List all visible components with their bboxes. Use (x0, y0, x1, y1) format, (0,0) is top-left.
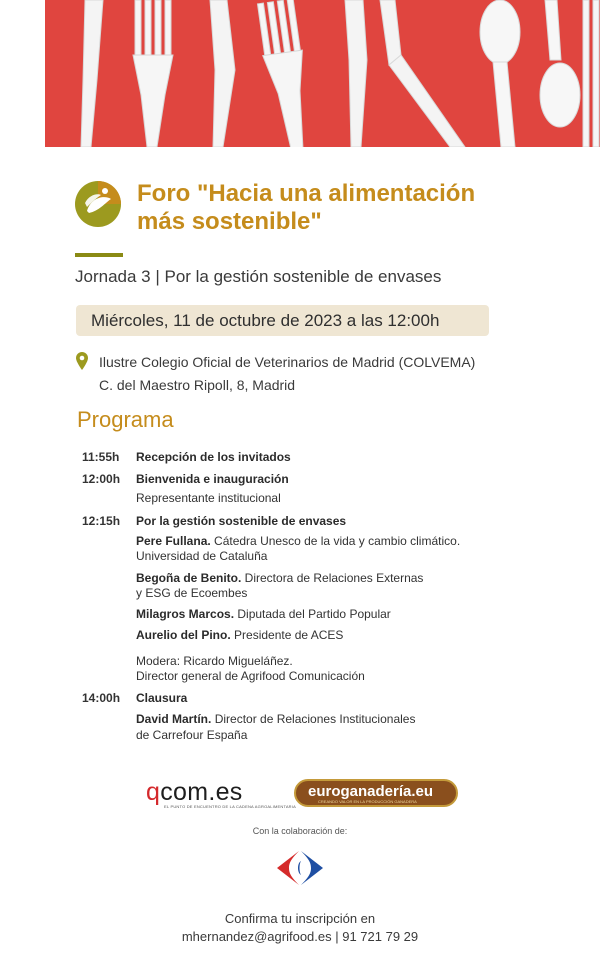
moderator-role: Director general de Agrifood Comunicación (136, 669, 365, 683)
title-divider (75, 253, 123, 257)
qcom-wordmark: qcom.es (146, 778, 243, 806)
speaker (136, 607, 391, 622)
moderator-name: Modera: Ricardo Migueláñez. (136, 654, 293, 668)
carrefour-logo-icon[interactable] (273, 849, 327, 887)
rsvp-text: Confirma tu inscripción en (224, 911, 376, 926)
speaker-role: Director de Relaciones Institucionales (211, 712, 416, 726)
forum-logo-icon (75, 181, 121, 227)
program-item: Bienvenida e inauguración (136, 472, 289, 486)
speaker (136, 571, 423, 586)
speaker-name: Begoña de Benito. (136, 571, 242, 585)
speaker-role-cont: de Carrefour España (136, 728, 248, 742)
euroganaderia-wordmark: euroganadería.eu (308, 783, 434, 800)
speaker-name: David Martín. (136, 712, 212, 726)
venue-name: Ilustre Colegio Oficial de Veterinarios de Madrid (COLVEMA) (99, 354, 476, 370)
speaker-role: Cátedra Unesco de la vida y cambio climático. (210, 534, 461, 548)
speaker (136, 628, 343, 643)
speaker-name: Pere Fullana. (136, 534, 211, 548)
cutlery-illustration (45, 0, 600, 147)
event-title-line2: más sostenible" (137, 208, 322, 235)
map-pin-icon (76, 352, 88, 370)
speaker-role: Diputada del Partido Popular (234, 607, 391, 621)
program-item: Por la gestión sostenible de envases (136, 514, 347, 528)
speaker-name: Aurelio del Pino. (136, 628, 231, 642)
venue-address: C. del Maestro Ripoll, 8, Madrid (99, 377, 296, 393)
euroganaderia-tagline: CREANDO VALOR EN LA PRODUCCIÓN GANADERA (318, 799, 417, 804)
program-item: Recepción de los invitados (136, 450, 291, 464)
program-time: 12:00h (82, 472, 121, 486)
program-heading: Programa (77, 407, 174, 432)
speaker (136, 534, 460, 549)
qcom-tagline: EL PUNTO DE ENCUENTRO DE LA CADENA AGROALIMENTARIA (164, 804, 296, 809)
event-subtitle: Jornada 3 | Por la gestión sostenible de envases (75, 267, 442, 286)
event-title-line1: Foro "Hacia una alimentación (137, 180, 476, 207)
program-time: 12:15h (82, 514, 121, 528)
speaker-name: Milagros Marcos. (136, 607, 235, 621)
program-item-detail: Representante institucional (136, 491, 281, 505)
speaker-role-cont: Universidad de Cataluña (136, 549, 268, 563)
qcom-logo[interactable] (146, 778, 296, 811)
program-time: 14:00h (82, 691, 121, 705)
event-title (137, 180, 577, 236)
speaker-role: Directora de Relaciones Externas (241, 571, 424, 585)
hero-image (45, 0, 600, 147)
speaker-role-cont: y ESG de Ecoembes (136, 586, 248, 600)
program-item: Clausura (136, 691, 188, 705)
rsvp-contact[interactable]: mhernandez@agrifood.es | 91 721 79 29 (181, 929, 419, 944)
program-time: 11:55h (82, 450, 120, 464)
euroganaderia-logo[interactable] (294, 779, 458, 807)
collaboration-label: Con la colaboración de: (252, 826, 348, 836)
event-date-badge: Miércoles, 11 de octubre de 2023 a las 12:00h (76, 305, 489, 336)
speaker (136, 712, 415, 727)
speaker-role: Presidente de ACES (230, 628, 344, 642)
